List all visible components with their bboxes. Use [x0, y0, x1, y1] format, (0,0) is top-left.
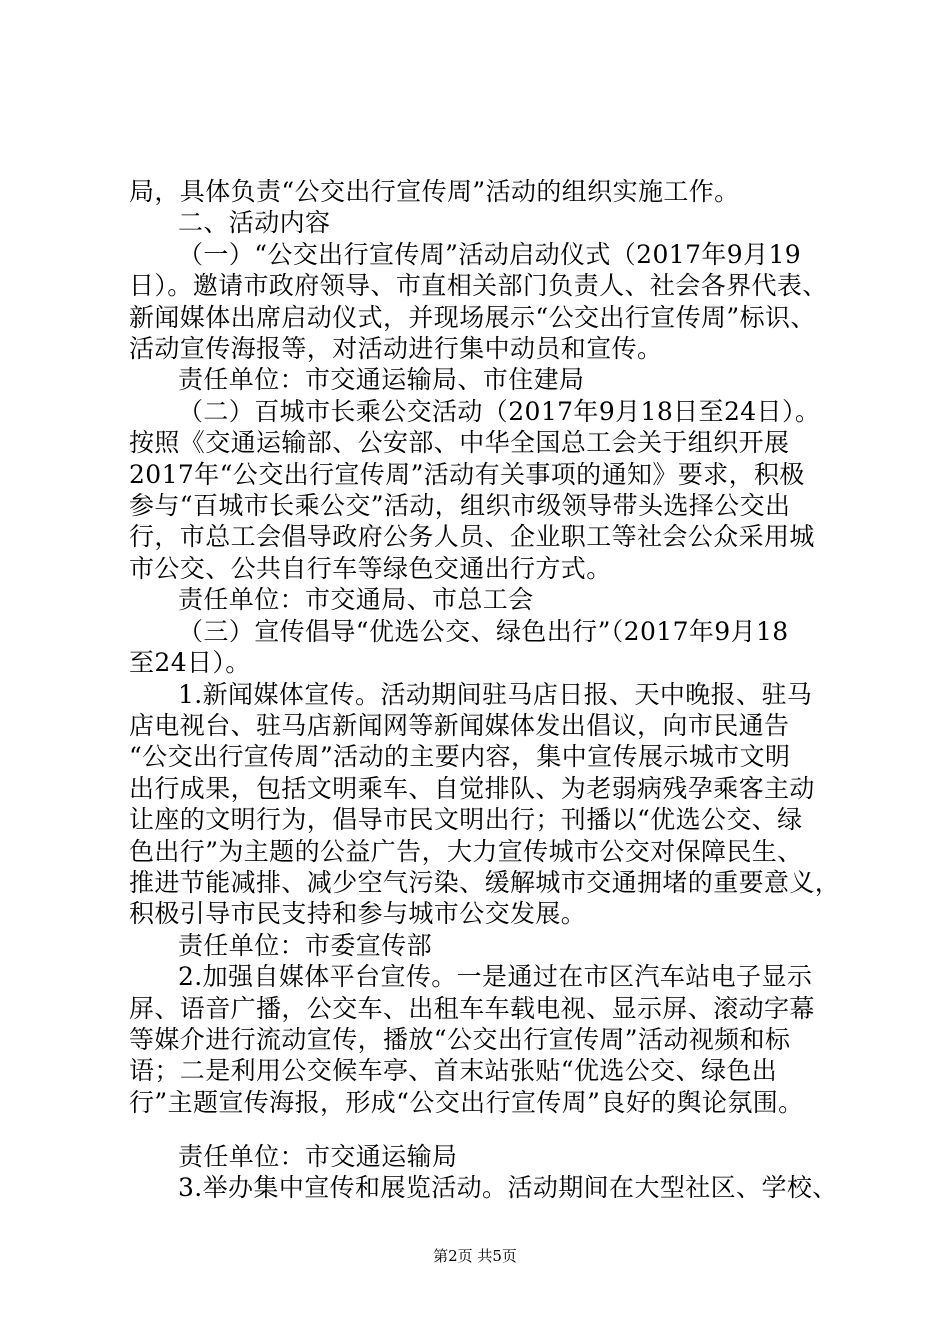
text-line: 参与“百城市长乘公交”活动，组织市级领导带头选择公交出	[129, 491, 791, 520]
text-line: 按照《交通运输部、公安部、中华全国总工会关于组织开展	[129, 428, 790, 457]
text-line: 3.举办集中宣传和展览活动。活动期间在大型社区、学校、	[178, 1173, 838, 1202]
text-line: “公交出行宣传周”活动的主要内容，集中宣传展示城市文明	[129, 742, 791, 771]
text-line: 日）。邀请市政府领导、市直相关部门负责人、社会各界代表、	[129, 271, 828, 300]
section-heading: 二、活动内容	[178, 208, 331, 237]
text-line: 新闻媒体出席启动仪式，并现场展示“公交出行宣传周”标识、	[129, 303, 816, 332]
text-line: 市公交、公共自行车等绿色交通出行方式。	[129, 554, 612, 583]
text-line: 责任单位：市交通局、市总工会	[178, 585, 534, 614]
text-line: 活动宣传海报等，对活动进行集中动员和宣传。	[129, 334, 663, 363]
text-line: 屏、语音广播，公交车、出租车车载电视、显示屏、滚动字幕	[129, 994, 815, 1023]
text-line: 行，市总工会倡导政府公务人员、企业职工等社会公众采用城	[129, 522, 815, 551]
text-line: 至24日）。	[129, 648, 251, 677]
text-line: （三）宣传倡导“优选公交、绿色出行”（2017年9月18	[178, 617, 789, 646]
text-line: 责任单位：市交通运输局	[178, 1142, 458, 1171]
text-line: 出行成果，包括文明乘车、自觉排队、为老弱病残孕乘客主动	[129, 774, 815, 803]
text-line: 等媒介进行流动宣传，播放“公交出行宣传周”活动视频和标	[129, 1025, 791, 1054]
text-line: （二）百城市长乘公交活动（2017年9月18日至24日）。	[178, 397, 821, 426]
text-line: 推进节能减排、减少空气污染、缓解城市交通拥堵的重要意义，	[129, 868, 841, 897]
text-line: 色出行”为主题的公益广告，大力宣传城市公交对保障民生、	[129, 837, 803, 866]
page-number: 第2页 共5页	[433, 1247, 517, 1265]
text-line: 1.新闻媒体宣传。活动期间驻马店日报、天中晚报、驻马	[178, 680, 813, 709]
text-line: 局，具体负责“公交出行宣传周”活动的组织实施工作。	[129, 177, 740, 206]
text-line: （一）“公交出行宣传周”活动启动仪式（2017年9月19	[178, 240, 802, 269]
text-line: 让座的文明行为，倡导市民文明出行；刊播以“优选公交、绿	[129, 805, 803, 834]
text-line: 行”主题宣传海报，形成“公交出行宣传周”良好的舆论氛围。	[129, 1088, 804, 1117]
text-line: 2017年“公交出行宣传周”活动有关事项的通知》要求，积极	[129, 460, 805, 489]
text-line: 语；二是利用公交候车亭、首末站张贴“优选公交、绿色出	[129, 1056, 778, 1085]
text-line: 2.加强自媒体平台宣传。一是通过在市区汽车站电子显示	[178, 962, 813, 991]
text-line: 店电视台、驻马店新闻网等新闻媒体发出倡议，向市民通告	[129, 711, 790, 740]
text-line: 责任单位：市交通运输局、市住建局	[178, 365, 585, 394]
text-line: 积极引导市民支持和参与城市公交发展。	[129, 899, 587, 928]
text-line: 责任单位：市委宣传部	[178, 931, 433, 960]
